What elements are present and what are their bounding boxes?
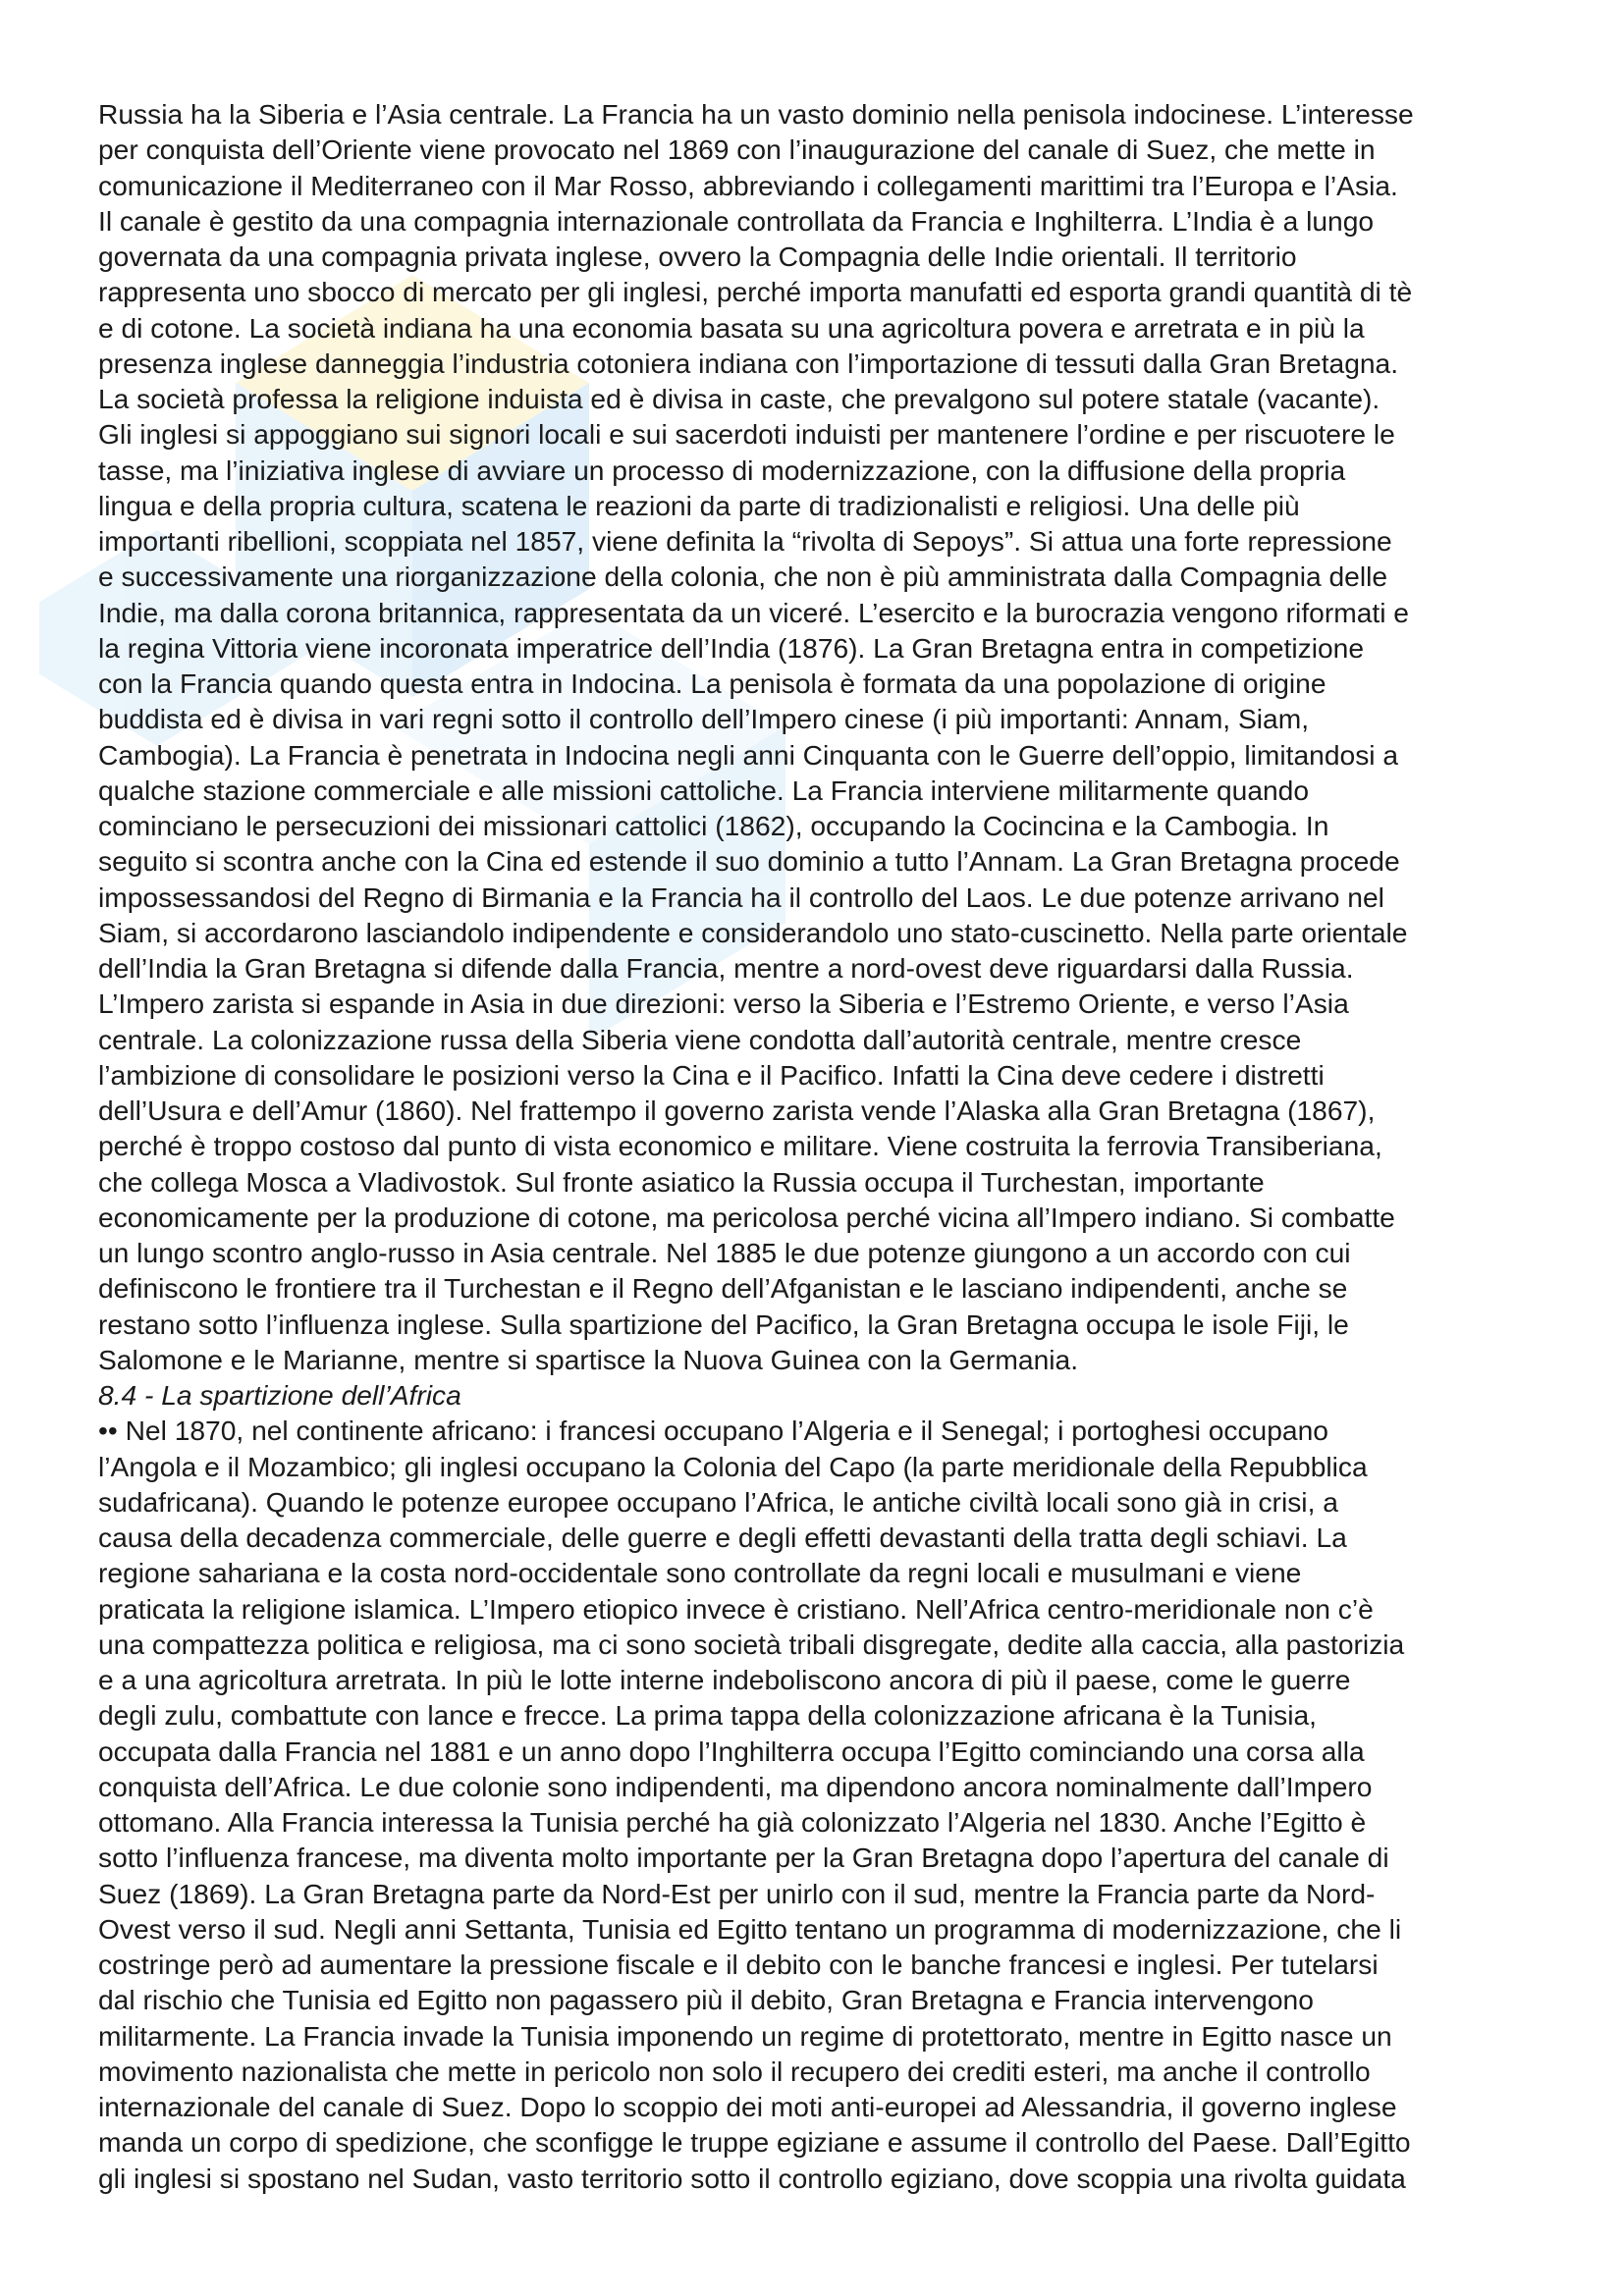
text-line: e a una agricoltura arretrata. In più le lotte interne indeboliscono ancora di più il paese, come le guerre — [98, 1664, 1351, 1695]
text-line: causa della decadenza commerciale, delle guerre e degli effetti devastanti della tratta degli schiavi. La — [98, 1522, 1347, 1553]
text-line: importanti ribellioni, scoppiata nel 1857, viene definita la “rivolta di Sepoys”. Si attua una forte repressione — [98, 525, 1392, 557]
text-line: •• Nel 1870, nel continente africano: i francesi occupano l’Algeria e il Senegal; i portoghesi occupano — [98, 1415, 1328, 1447]
text-line: ottomano. Alla Francia interessa la Tunisia perché ha già colonizzato l’Algeria nel 1830. Anche l’Egitto è — [98, 1806, 1367, 1838]
text-line: definiscono le frontiere tra il Turchestan e il Regno dell’Afganistan e le lasciano indipendenti, anche se — [98, 1272, 1348, 1305]
text-line: l’ambizione di consolidare le posizioni verso la Cina e il Pacifico. Infatti la Cina deve cedere i distretti — [98, 1058, 1325, 1091]
text-line: e di cotone. La società indiana ha una economia basata su una agricoltura povera e arretrata e in più la — [98, 311, 1365, 344]
text-line: sudafricana). Quando le potenze europee occupano l’Africa, le antiche civiltà locali sono già in crisi, a — [98, 1485, 1338, 1518]
text-line: la regina Vittoria viene incoronata imperatrice dell’India (1876). La Gran Bretagna entra in competizione — [98, 631, 1365, 664]
text-line: presenza inglese danneggia l’industria cotoniera indiana con l’importazione di tessuti dalla Gran Bretagna. — [98, 347, 1399, 379]
text-line: con la Francia quando questa entra in Indocina. La penisola è formata da una popolazione di origine — [98, 667, 1326, 699]
paragraph-block-africa — [98, 1413, 1492, 2196]
text-line: dal rischio che Tunisia ed Egitto non pagassero più il debito, Gran Bretagna e Francia intervengono — [98, 1984, 1314, 2016]
text-line: restano sotto l’influenza inglese. Sulla spartizione del Pacifico, la Gran Bretagna occupa le isole Fiji, le — [98, 1308, 1349, 1340]
text-line: Ovest verso il sud. Negli anni Settanta, Tunisia ed Egitto tentano un programma di modernizzazione, che li — [98, 1912, 1402, 1945]
text-line: l’Angola e il Mozambico; gli inglesi occupano la Colonia del Capo (la parte meridionale della Repubblica — [98, 1450, 1368, 1482]
text-line: buddista ed è divisa in vari regni sotto il controllo dell’Impero cinese (i più importanti: Annam, Siam, — [98, 703, 1310, 735]
paragraph-block-asia — [98, 96, 1492, 1377]
text-line: La società professa la religione induista ed è divisa in caste, che prevalgono sul potere statale (vacante). — [98, 383, 1380, 414]
text-line: che collega Mosca a Vladivostok. Sul fronte asiatico la Russia occupa il Turchestan, importante — [98, 1165, 1265, 1198]
text-line: Russia ha la Siberia e l’Asia centrale. La Francia ha un vasto dominio nella penisola indocinese. L’interesse — [98, 98, 1414, 130]
document-body — [98, 96, 1492, 2196]
text-line: internazionale del canale di Suez. Dopo lo scoppio dei moti anti-europei ad Alessandria, il governo inglese — [98, 2091, 1397, 2122]
text-line: lingua e della propria cultura, scatena le reazioni da parte di tradizionalisti e religiosi. Una delle più — [98, 489, 1300, 521]
text-line: per conquista dell’Oriente viene provocato nel 1869 con l’inaugurazione del canale di Suez, che mette in — [98, 133, 1376, 166]
text-line: regione sahariana e la costa nord-occidentale sono controllate da regni locali e musulmani e viene — [98, 1557, 1302, 1589]
text-line: perché è troppo costoso dal punto di vista economico e militare. Viene costruita la ferrovia Transiberiana, — [98, 1130, 1382, 1162]
text-line: Salomone e le Marianne, mentre si spartisce la Nuova Guinea con la Germania. — [98, 1343, 1079, 1375]
text-line: tasse, ma l’iniziativa inglese di avviare un processo di modernizzazione, con la diffusione della propria — [98, 454, 1346, 486]
text-line: cominciano le persecuzioni dei missionari cattolici (1862), occupando la Cocincina e la Cambogia. In — [98, 810, 1329, 841]
text-line: L’Impero zarista si espande in Asia in due direzioni: verso la Siberia e l’Estremo Oriente, e verso l’Asia — [98, 988, 1349, 1020]
text-line: un lungo scontro anglo-russo in Asia centrale. Nel 1885 le due potenze giungono a un accordo con cui — [98, 1237, 1351, 1268]
text-line: comunicazione il Mediterraneo con il Mar Rosso, abbreviando i collegamenti marittimi tra l’Europa e l’Asia. — [98, 169, 1398, 201]
text-line: impossessandosi del Regno di Birmania e la Francia ha il controllo del Laos. Le due potenze arrivano nel — [98, 881, 1384, 913]
text-line: Gli inglesi si appoggiano sui signori locali e sui sacerdoti induisti per mantenere l’ordine e per riscuotere le — [98, 418, 1395, 451]
text-line: seguito si scontra anche con la Cina ed estende il suo dominio a tutto l’Annam. La Gran Bretagna procede — [98, 845, 1400, 878]
text-line: costringe però ad aumentare la pressione fiscale e il debito con le banche francesi e inglesi. Per tutelarsi — [98, 1949, 1379, 1980]
text-line: militarmente. La Francia invade la Tunisia imponendo un regime di protettorato, mentre in Egitto nasce un — [98, 2019, 1392, 2052]
text-line: Indie, ma dalla corona britannica, rappresentata da un viceré. L’esercito e la burocrazia vengono riformati e — [98, 596, 1409, 628]
text-line: Siam, si accordarono lasciandolo indipendente e considerandolo uno stato-cuscinetto. Nella parte orientale — [98, 916, 1408, 948]
text-line: qualche stazione commerciale e alle missioni cattoliche. La Francia interviene militarmente quando — [98, 774, 1310, 806]
text-line: Cambogia). La Francia è penetrata in Indocina negli anni Cinquanta con le Guerre dell’oppio, limitandosi a — [98, 738, 1399, 771]
text-line: praticata la religione islamica. L’Impero etiopico invece è cristiano. Nell’Africa centro-meridionale non c’è — [98, 1592, 1374, 1625]
text-line: dell’India la Gran Bretagna si difende dalla Francia, mentre a nord-ovest deve riguardarsi dalla Russia. — [98, 952, 1354, 984]
text-line: degli zulu, combattute con lance e frecce. La prima tappa della colonizzazione africana è la Tunisia, — [98, 1699, 1317, 1732]
text-line: occupata dalla Francia nel 1881 e un anno dopo l’Inghilterra occupa l’Egitto cominciando una corsa alla — [98, 1735, 1365, 1767]
text-line: movimento nazionalista che mette in pericolo non solo il recupero dei crediti esteri, ma anche il controllo — [98, 2055, 1371, 2087]
text-line: sotto l’influenza francese, ma diventa molto importante per la Gran Bretagna dopo l’apertura del canale di — [98, 1842, 1389, 1874]
text-line: rappresenta uno sbocco di mercato per gli inglesi, perché importa manufatti ed esporta grandi quantità di tè — [98, 276, 1413, 308]
text-line: conquista dell’Africa. Le due colonie sono indipendenti, ma dipendono ancora nominalmente dall’Impero — [98, 1770, 1373, 1802]
text-line: governata da una compagnia privata inglese, ovvero la Compagnia delle Indie orientali. Il territorio — [98, 240, 1297, 272]
text-line: e successivamente una riorganizzazione della colonia, che non è più amministrata dalla Compagnia delle — [98, 561, 1388, 593]
text-line: Il canale è gestito da una compagnia internazionale controllata da Francia e Inghilterra. L’India è a lungo — [98, 204, 1375, 237]
text-line: gli inglesi si spostano nel Sudan, vasto territorio sotto il controllo egiziano, dove scoppia una rivolta guidata — [98, 2162, 1406, 2194]
text-line: economicamente per la produzione di cotone, ma pericolosa perché vicina all’Impero indiano. Si combatte — [98, 1201, 1395, 1233]
text-line: una compattezza politica e religiosa, ma ci sono società tribali disgregate, dedite alla caccia, alla pastorizia — [98, 1628, 1405, 1660]
section-heading: 8.4 - La spartizione dell’Africa — [98, 1379, 461, 1411]
text-line: Suez (1869). La Gran Bretagna parte da Nord-Est per unirlo con il sud, mentre la Francia parte da Nord- — [98, 1877, 1376, 1909]
text-line: centrale. La colonizzazione russa della Siberia viene condotta dall’autorità centrale, mentre cresce — [98, 1023, 1302, 1055]
text-line: dell’Usura e dell’Amur (1860). Nel frattempo il governo zarista vende l’Alaska alla Gran Bretagna (1867), — [98, 1095, 1376, 1126]
text-line: manda un corpo di spedizione, che sconfigge le truppe egiziane e assume il controllo del Paese. Dall’Egitto — [98, 2126, 1411, 2159]
